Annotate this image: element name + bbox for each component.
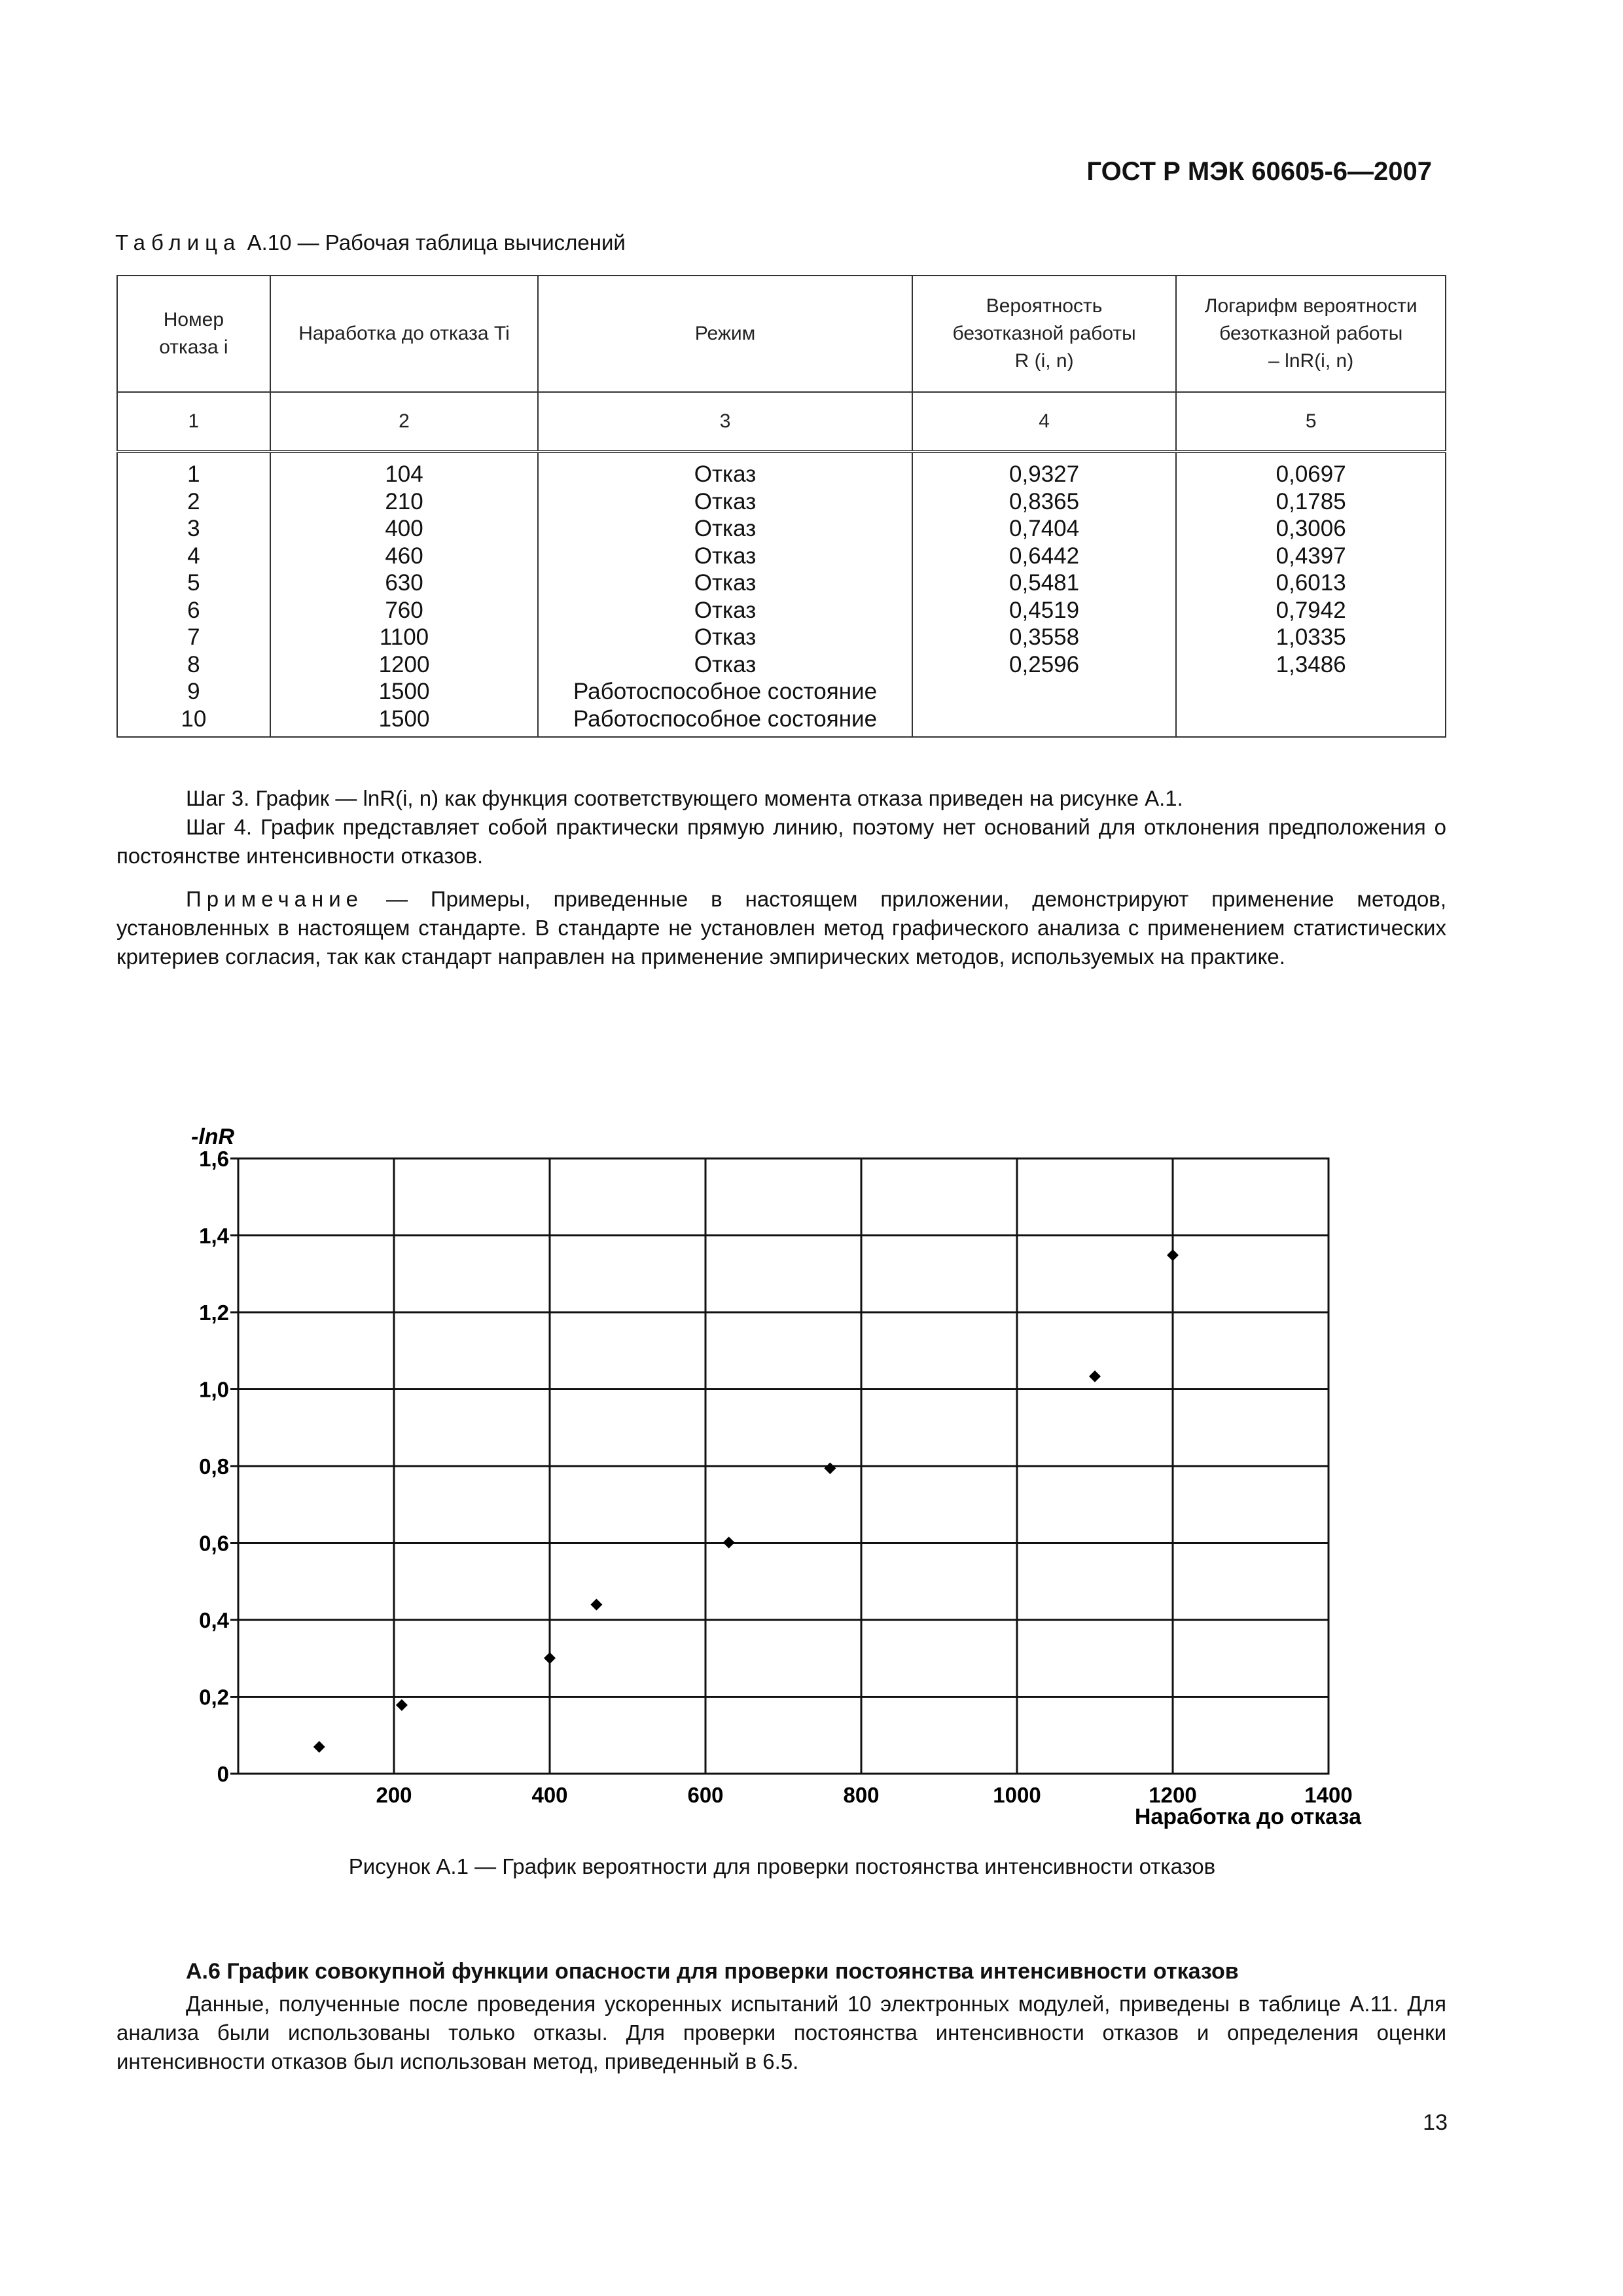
time-to-failure-cells bbox=[270, 452, 539, 737]
table-cell: 0,1785 bbox=[1275, 488, 1346, 514]
table-cell: 0,6442 bbox=[1009, 543, 1080, 569]
x-tick-label: 1000 bbox=[993, 1783, 1041, 1807]
table-cell: Отказ bbox=[694, 624, 757, 650]
table-cell: 0,7404 bbox=[1009, 516, 1080, 541]
probability-plot bbox=[151, 1113, 1381, 1839]
column-number: 1 bbox=[117, 392, 270, 452]
note-label: Примечание bbox=[186, 887, 364, 911]
table-cell: 4 bbox=[187, 543, 200, 569]
header-text: Логарифм вероятности bbox=[1204, 295, 1418, 317]
chart-ticks bbox=[199, 1147, 1353, 1807]
header-log-reliability bbox=[1176, 276, 1446, 392]
data-point-marker bbox=[313, 1741, 325, 1753]
data-point-marker bbox=[824, 1462, 836, 1474]
note-paragraph bbox=[116, 885, 1446, 971]
table-cell: Работоспособное состояние bbox=[573, 679, 878, 704]
reliability-cells bbox=[912, 452, 1177, 737]
table-cell: 1100 bbox=[379, 624, 429, 650]
note-text: — Примеры, приведенные в настоящем приложении, демонстрируют применение методов, установленных в настоящем стандарте. В стандарте не установлен метод графического анализа с применением статистических критериев согласия, так как стандарт направлен на применение эмпирических методов, используемых на практике. bbox=[116, 887, 1446, 969]
table-cell: Отказ bbox=[694, 651, 757, 677]
x-axis-label: Наработка до отказа bbox=[1134, 1804, 1361, 1829]
y-tick-label: 0,2 bbox=[199, 1685, 229, 1710]
x-tick-label: 400 bbox=[531, 1783, 568, 1807]
table-cell: 3 bbox=[187, 516, 200, 541]
table-cell: 0,4519 bbox=[1009, 597, 1080, 623]
table-cell: 7 bbox=[187, 624, 200, 650]
calculation-table bbox=[116, 275, 1446, 738]
table-cell: 210 bbox=[385, 488, 423, 514]
table-cell: 9 bbox=[187, 679, 200, 704]
header-text: отказа i bbox=[159, 336, 228, 358]
table-cell: 1500 bbox=[378, 679, 430, 704]
table-cell: 8 bbox=[187, 651, 200, 677]
header-text: – lnR(i, n) bbox=[1268, 350, 1354, 372]
mode-cells bbox=[538, 452, 912, 737]
chart-grid bbox=[238, 1158, 1329, 1774]
table-cell: Отказ bbox=[694, 488, 757, 514]
chart-points bbox=[313, 1249, 1179, 1753]
y-tick-label: 0 bbox=[217, 1762, 229, 1786]
y-tick-label: 1,4 bbox=[199, 1223, 229, 1248]
header-text: Наработка до отказа Ti bbox=[298, 323, 510, 344]
table-cell: 0,2596 bbox=[1009, 651, 1080, 677]
table-cell: 10 bbox=[181, 706, 207, 732]
y-tick-label: 1,2 bbox=[199, 1300, 229, 1325]
table-cell: 460 bbox=[385, 543, 423, 569]
figure-caption: Рисунок А.1 — График вероятности для проверки постоянства интенсивности отказов bbox=[348, 1854, 1216, 1878]
table-cell: 630 bbox=[385, 570, 423, 596]
column-number: 3 bbox=[538, 392, 912, 452]
header-text: безотказной работы bbox=[1219, 323, 1403, 344]
table-cell: Отказ bbox=[694, 543, 757, 569]
table-cell: Отказ bbox=[694, 597, 757, 623]
table-caption bbox=[115, 230, 626, 255]
log-reliability-cells bbox=[1176, 452, 1446, 737]
y-axis-label: -lnR bbox=[191, 1124, 235, 1149]
table-cell: 400 bbox=[385, 516, 423, 541]
y-tick-label: 0,8 bbox=[199, 1454, 229, 1479]
table-cell: 1,3486 bbox=[1275, 651, 1346, 677]
y-tick-label: 1,0 bbox=[199, 1377, 229, 1402]
page-number: 13 bbox=[1423, 2110, 1448, 2135]
data-point-marker bbox=[723, 1537, 735, 1549]
header-text: Вероятность bbox=[986, 295, 1103, 317]
column-number: 4 bbox=[912, 392, 1177, 452]
table-cell: 6 bbox=[187, 597, 200, 623]
table-cell: 5 bbox=[187, 570, 200, 596]
x-tick-label: 200 bbox=[376, 1783, 412, 1807]
table-cell: Отказ bbox=[694, 570, 757, 596]
column-number: 2 bbox=[270, 392, 539, 452]
table-cell: 0,4397 bbox=[1275, 543, 1346, 569]
header-failure-number bbox=[117, 276, 270, 392]
step-3-text: Шаг 3. График — lnR(i, n) как функция соответствующего момента отказа приведен на рисунке А.1. bbox=[186, 786, 1183, 810]
table-cell: 2 bbox=[187, 488, 200, 514]
table-cell: 1500 bbox=[378, 706, 430, 732]
section-a6-heading: А.6 График совокупной функции опасности для проверки постоянства интенсивности отказов bbox=[186, 1959, 1239, 1984]
table-cell: 1,0335 bbox=[1275, 624, 1346, 650]
header-text: Режим bbox=[694, 323, 756, 344]
data-point-marker bbox=[590, 1599, 602, 1611]
section-a6-text: Данные, полученные после проведения ускоренных испытаний 10 электронных модулей, приведены в таблице А.11. Для анализа были использованы только отказы. Для проверки постоянства интенсивности отказов и определения оценки интенсивности отказов был использован метод, приведенный в 6.5. bbox=[116, 1992, 1446, 2073]
table-cell: 1200 bbox=[378, 651, 430, 677]
y-tick-label: 1,6 bbox=[199, 1147, 229, 1171]
column-number: 5 bbox=[1176, 392, 1446, 452]
column-number-row bbox=[117, 392, 1446, 452]
table-cell: 0,9327 bbox=[1009, 461, 1080, 487]
table-cell: 0,6013 bbox=[1275, 570, 1346, 596]
table-cell: Отказ bbox=[694, 461, 757, 487]
table-cell: 0,8365 bbox=[1009, 488, 1080, 514]
table-cell: 0,5481 bbox=[1009, 570, 1080, 596]
step-4-text: Шаг 4. График представляет собой практически прямую линию, поэтому нет оснований для отклонения предположения о постоянстве интенсивности отказов. bbox=[116, 815, 1446, 868]
table-caption-title: А.10 — Рабочая таблица вычислений bbox=[247, 230, 626, 255]
table-cell: Отказ bbox=[694, 516, 757, 541]
header-text: Номер bbox=[163, 309, 224, 331]
table-header-row bbox=[117, 276, 1446, 392]
standard-header: ГОСТ Р МЭК 60605-6—2007 bbox=[1086, 157, 1432, 186]
failure-number-cells bbox=[117, 452, 270, 737]
x-tick-label: 800 bbox=[843, 1783, 880, 1807]
header-time-to-failure bbox=[270, 276, 539, 392]
y-tick-label: 0,4 bbox=[199, 1608, 229, 1632]
table-body-row bbox=[117, 452, 1446, 737]
table-cell: 760 bbox=[385, 597, 423, 623]
data-point-marker bbox=[1167, 1249, 1179, 1261]
data-point-marker bbox=[396, 1699, 408, 1711]
table-caption-prefix: Таблица bbox=[115, 230, 241, 255]
x-tick-label: 600 bbox=[687, 1783, 724, 1807]
header-mode bbox=[538, 276, 912, 392]
header-text: R (i, n) bbox=[1014, 350, 1074, 372]
table-cell: Работоспособное состояние bbox=[573, 706, 878, 732]
table-cell: 0,0697 bbox=[1275, 461, 1346, 487]
y-tick-label: 0,6 bbox=[199, 1531, 229, 1556]
table-cell: 1 bbox=[187, 461, 200, 487]
header-text: безотказной работы bbox=[952, 323, 1136, 344]
x-tick-label: 1200 bbox=[1149, 1783, 1197, 1807]
header-reliability bbox=[912, 276, 1177, 392]
data-point-marker bbox=[544, 1652, 556, 1664]
table-cell: 0,3006 bbox=[1275, 516, 1346, 541]
table-cell: 0,3558 bbox=[1009, 624, 1080, 650]
data-point-marker bbox=[1089, 1371, 1101, 1382]
table-cell: 0,7942 bbox=[1275, 597, 1346, 623]
table-cell: 104 bbox=[385, 461, 423, 487]
x-tick-label: 1400 bbox=[1304, 1783, 1353, 1807]
